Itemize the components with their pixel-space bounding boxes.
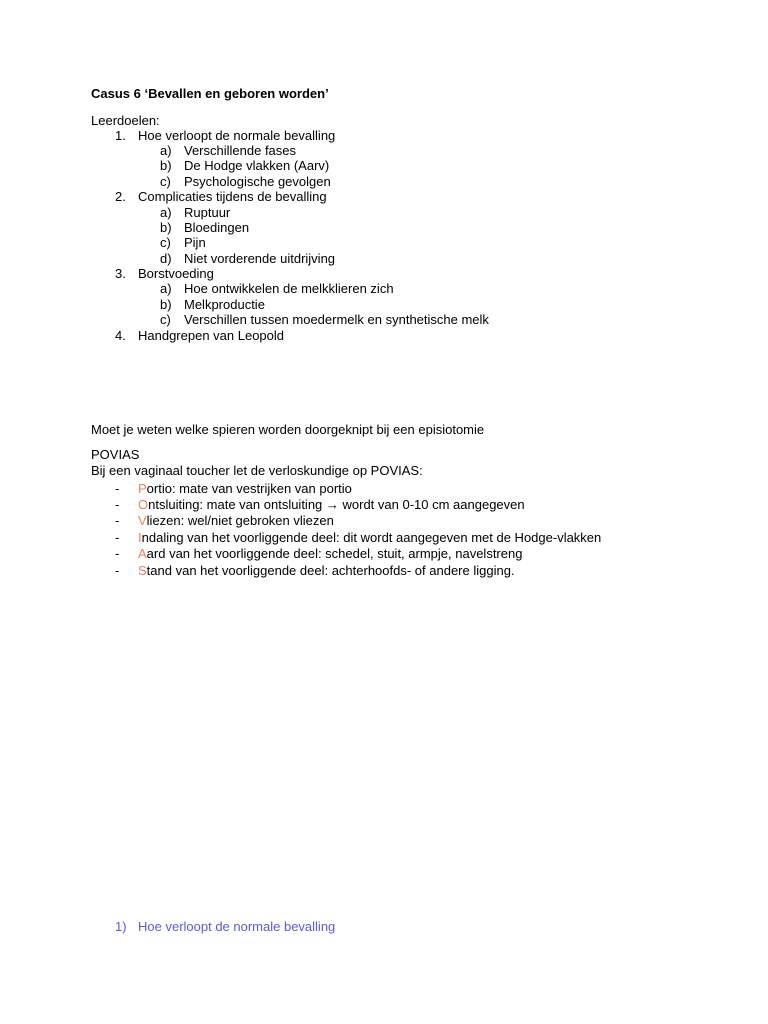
subgoal-text: Bloedingen (184, 220, 250, 235)
povias-text: ortio: mate van vestrijken van portio (146, 481, 352, 496)
list-item (138, 513, 334, 528)
goal-text: Handgrepen van Leopold (138, 328, 285, 343)
povias-text: ard van het voorliggende deel: schedel, stuit, armpje, navelstreng (146, 546, 523, 561)
list-dash: - (115, 481, 120, 496)
goals-label: Leerdoelen: (91, 113, 160, 128)
goal-number: 1. (115, 128, 126, 143)
section-heading-text: Hoe verloopt de normale bevalling (138, 919, 336, 934)
subgoal-text: Verschillen tussen moedermelk en synthetische melk (184, 312, 489, 327)
list-dash: - (115, 546, 120, 561)
povias-text: liezen: wel/niet gebroken vliezen (146, 513, 334, 528)
list-dash: - (115, 530, 120, 545)
goal-number: 2. (115, 189, 126, 204)
list-item (138, 481, 352, 496)
povias-title: POVIAS (91, 447, 140, 462)
povias-intro: Bij een vaginaal toucher let de verloskundige op POVIAS: (91, 463, 423, 478)
section-heading-number: 1) (115, 919, 127, 934)
list-item (138, 530, 601, 545)
subgoal-text: Ruptuur (184, 205, 231, 220)
subgoal-letter: a) (160, 205, 172, 220)
subgoal-text: Pijn (184, 235, 206, 250)
list-dash: - (115, 513, 120, 528)
list-item (138, 546, 522, 561)
povias-initial: S (138, 563, 147, 578)
subgoal-letter: d) (160, 251, 172, 266)
list-item (138, 497, 525, 512)
povias-text: tand van het voorliggende deel: achterhoofds- of andere ligging. (146, 563, 515, 578)
povias-initial: A (138, 546, 147, 561)
subgoal-letter: c) (160, 174, 171, 189)
goal-text: Borstvoeding (138, 266, 214, 281)
subgoal-letter: b) (160, 220, 172, 235)
goal-text: Complicaties tijdens de bevalling (138, 189, 327, 204)
subgoal-letter: b) (160, 297, 172, 312)
goal-text: Hoe verloopt de normale bevalling (138, 128, 336, 143)
subgoal-text: Melkproductie (184, 297, 265, 312)
subgoal-text: Hoe ontwikkelen de melkklieren zich (184, 281, 394, 296)
subgoal-letter: c) (160, 312, 171, 327)
subgoal-text: Psychologische gevolgen (184, 174, 331, 189)
povias-initial: I (138, 530, 142, 545)
list-dash: - (115, 563, 120, 578)
povias-initial: O (138, 497, 149, 512)
subgoal-letter: c) (160, 235, 171, 250)
subgoal-letter: b) (160, 158, 172, 173)
goal-number: 4. (115, 328, 126, 343)
page-title: Casus 6 ‘Bevallen en geboren worden’ (91, 86, 329, 101)
list-item (138, 563, 515, 578)
subgoal-letter: a) (160, 281, 172, 296)
episiotomy-note: Moet je weten welke spieren worden doorgeknipt bij een episiotomie (91, 422, 485, 437)
povias-initial: P (138, 481, 147, 496)
subgoal-text: Niet vorderende uitdrijving (184, 251, 336, 266)
subgoal-letter: a) (160, 143, 172, 158)
povias-text: ndaling van het voorliggende deel: dit wordt aangegeven met de Hodge-vlakken (141, 530, 602, 545)
povias-initial: V (138, 513, 147, 528)
list-dash: - (115, 497, 120, 512)
subgoal-text: Verschillende fases (184, 143, 297, 158)
goal-number: 3. (115, 266, 126, 281)
subgoal-text: De Hodge vlakken (Aarv) (184, 158, 330, 173)
povias-text: ntsluiting: mate van ontsluiting → wordt van 0-10 cm aangegeven (148, 497, 525, 512)
